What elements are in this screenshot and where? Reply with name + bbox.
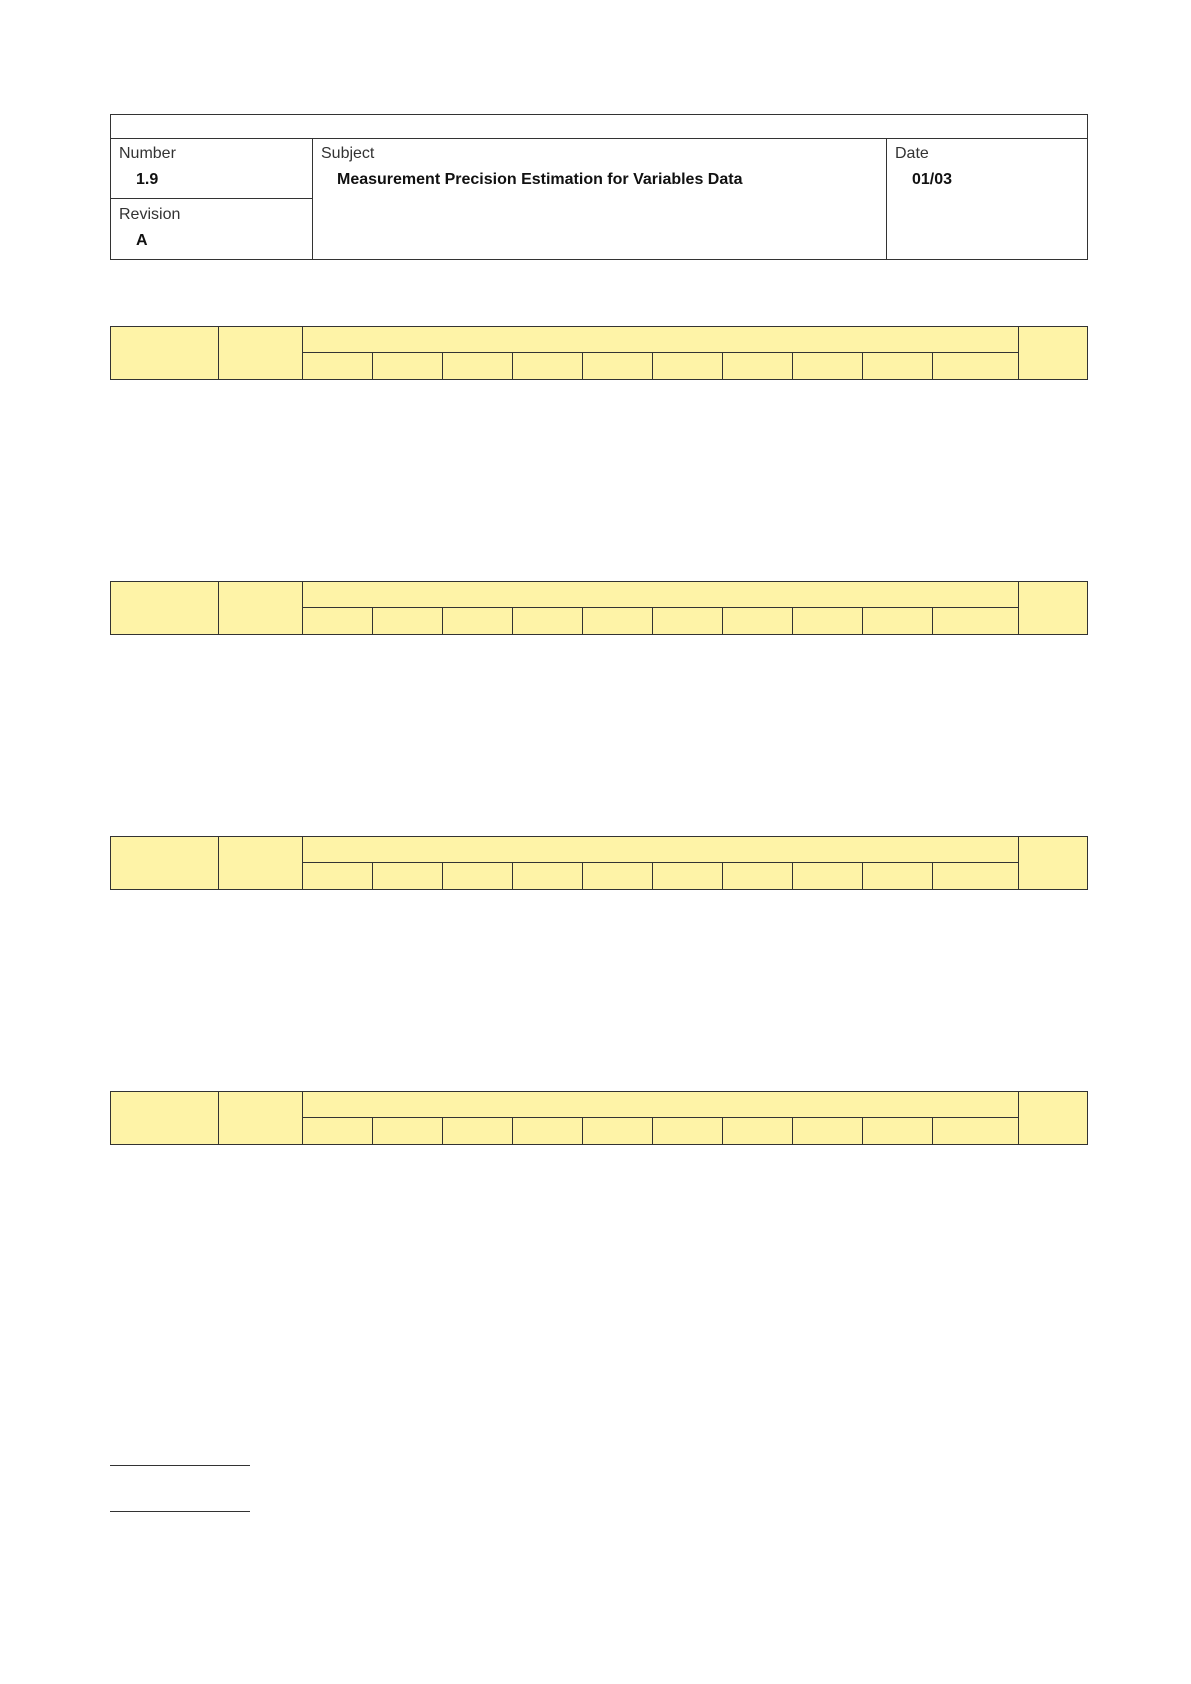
part-number-cell [653, 1118, 723, 1145]
trial-header-cell [219, 1092, 303, 1145]
part-number-cell [513, 353, 583, 380]
measurement-grid [110, 836, 1088, 890]
part-number-cell [793, 608, 863, 635]
part-number-cell [933, 353, 1019, 380]
date-cell [887, 138, 1087, 259]
part-number-cell [933, 608, 1019, 635]
part-number-cell [863, 863, 933, 890]
part-number-cell [303, 863, 373, 890]
part-number-cell [303, 1118, 373, 1145]
parts-header-cell [303, 582, 1019, 608]
appraiser-header-cell [111, 582, 219, 635]
summary-header-cell [1019, 327, 1088, 380]
part-number-cell [373, 1118, 443, 1145]
part-number-cell [583, 863, 653, 890]
appraiser-header-cell [111, 1092, 219, 1145]
part-number-cell [653, 353, 723, 380]
parts-header-cell [303, 1092, 1019, 1118]
appraiser-header-cell [111, 837, 219, 890]
trial-header-cell [219, 582, 303, 635]
signature-line [110, 1465, 250, 1466]
part-number-cell [443, 1118, 513, 1145]
part-number-cell [793, 863, 863, 890]
header-title-bar [111, 115, 1087, 139]
measurement-grid [110, 581, 1088, 635]
date-value: 01/03 [912, 171, 953, 188]
part-number-cell [303, 353, 373, 380]
revision-label: Revision [119, 206, 181, 223]
revision-value: A [136, 232, 148, 249]
part-number-cell [723, 353, 793, 380]
part-number-cell [793, 1118, 863, 1145]
part-number-cell [373, 863, 443, 890]
summary-header-cell [1019, 582, 1088, 635]
parts-header-cell [303, 327, 1019, 353]
part-number-cell [723, 863, 793, 890]
part-number-cell [863, 1118, 933, 1145]
measurement-grid [110, 1091, 1088, 1145]
part-number-cell [513, 608, 583, 635]
trial-header-cell [219, 837, 303, 890]
number-value: 1.9 [136, 171, 159, 188]
part-number-cell [933, 863, 1019, 890]
part-number-cell [793, 353, 863, 380]
revision-cell [111, 199, 313, 259]
subject-label: Subject [321, 145, 375, 162]
date-label: Date [895, 145, 929, 162]
part-number-cell [513, 863, 583, 890]
trial-header-cell [219, 327, 303, 380]
parts-header-cell [303, 837, 1019, 863]
date-signature-line [110, 1511, 250, 1512]
measurement-table [110, 581, 1088, 635]
part-number-cell [653, 863, 723, 890]
part-number-cell [303, 608, 373, 635]
appraiser-header-cell [111, 327, 219, 380]
part-number-cell [723, 1118, 793, 1145]
measurement-table [110, 1091, 1088, 1145]
number-cell [111, 138, 313, 199]
subject-value: Measurement Precision Estimation for Variables Data [337, 171, 743, 188]
part-number-cell [863, 353, 933, 380]
measurement-table [110, 326, 1088, 380]
form-header [110, 114, 1088, 260]
part-number-cell [583, 353, 653, 380]
summary-header-cell [1019, 1092, 1088, 1145]
part-number-cell [723, 608, 793, 635]
part-number-cell [373, 353, 443, 380]
part-number-cell [933, 1118, 1019, 1145]
subject-cell [313, 138, 887, 259]
number-label: Number [119, 145, 176, 162]
part-number-cell [443, 608, 513, 635]
part-number-cell [443, 353, 513, 380]
part-number-cell [443, 863, 513, 890]
summary-header-cell [1019, 837, 1088, 890]
measurement-grid [110, 326, 1088, 380]
measurement-table [110, 836, 1088, 890]
part-number-cell [373, 608, 443, 635]
part-number-cell [513, 1118, 583, 1145]
part-number-cell [583, 1118, 653, 1145]
part-number-cell [863, 608, 933, 635]
part-number-cell [583, 608, 653, 635]
part-number-cell [653, 608, 723, 635]
